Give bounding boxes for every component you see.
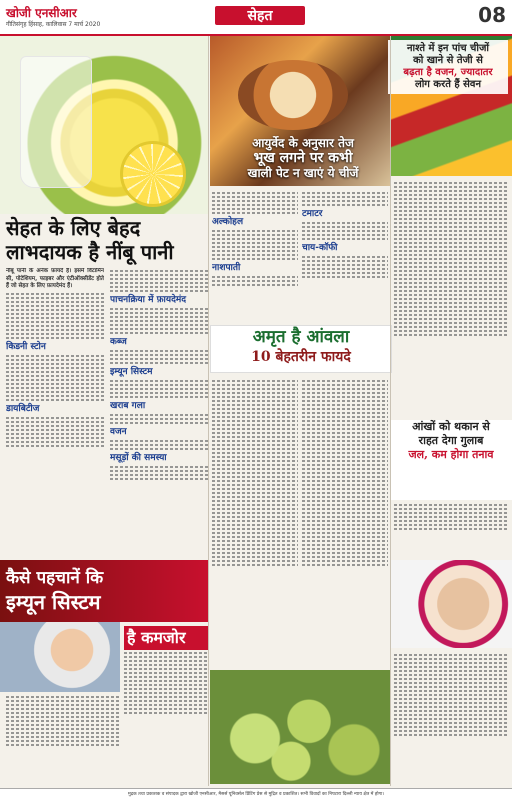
text-lines — [212, 192, 298, 214]
sub-heading: वजन — [110, 427, 127, 437]
text-lines — [302, 192, 388, 206]
ayurveda-headline — [218, 136, 388, 181]
page-number: 08 — [478, 3, 506, 27]
newspaper-brand: खोजी एनसीआर — [6, 6, 77, 20]
lemon-headline — [6, 216, 206, 264]
text-lines — [110, 308, 208, 334]
text-lines — [6, 293, 104, 339]
rosewater-intro — [394, 502, 508, 556]
text-lines — [110, 270, 208, 292]
vegetables-headline-line-2: को खाने से तेजी से — [413, 55, 483, 66]
sub-heading: खराब गला — [110, 401, 146, 411]
immune-headline-band — [0, 560, 208, 622]
sub-heading: चाय-कॉफी — [302, 243, 338, 253]
column-divider — [390, 36, 391, 786]
amla-article-col-2 — [302, 378, 388, 666]
sub-heading: टमाटर — [302, 209, 323, 219]
lemon-article-col-2 — [110, 268, 208, 558]
ayurveda-headline-line-3: खाली पेट न खाएं ये चीजें — [247, 166, 359, 180]
text-lines — [212, 230, 298, 260]
text-lines — [394, 504, 508, 530]
text-lines — [6, 355, 104, 401]
section-title: सेहत — [215, 6, 305, 25]
sub-heading: अल्कोहल — [212, 217, 244, 227]
ayurveda-headline-line-1: आयुर्वेद के अनुसार तेज — [252, 136, 354, 150]
immune-article-col-2 — [6, 694, 120, 784]
column-divider — [208, 36, 209, 786]
text-lines — [6, 696, 120, 746]
sub-heading: किडनी स्टोन — [6, 341, 46, 352]
text-lines — [394, 654, 508, 736]
text-lines — [212, 380, 298, 566]
glass-image — [20, 56, 92, 188]
text-lines — [302, 380, 388, 566]
ayurveda-article-col-2 — [302, 190, 388, 320]
rosewater-photo — [390, 560, 512, 648]
ayurveda-headline-line-2: भूख लगने पर कभी — [253, 150, 353, 166]
lemon-headline-line-2: लाभदायक है नींबू पानी — [6, 240, 174, 264]
text-lines — [124, 652, 208, 714]
sneeze-photo — [0, 622, 120, 692]
sub-heading: कब्ज — [110, 337, 127, 347]
plate-image — [238, 60, 348, 130]
amla-photo — [210, 670, 390, 784]
rosewater-headline — [390, 420, 512, 500]
text-lines — [302, 256, 388, 278]
text-lines — [110, 440, 208, 450]
rosewater-article — [394, 652, 508, 784]
text-lines — [6, 417, 104, 447]
vegetables-headline — [388, 40, 508, 94]
amla-headline — [210, 325, 392, 373]
text-lines — [212, 276, 298, 286]
text-lines — [302, 222, 388, 240]
lemon-headline-line-1: सेहत के लिए बेहद — [6, 216, 141, 240]
lemon-slice-image — [120, 141, 186, 207]
sub-heading: इम्यून सिस्टम — [110, 367, 153, 377]
sub-heading: नाशपाती — [212, 263, 241, 273]
rosewater-headline-line-1: आंखों को थकान से — [412, 420, 490, 433]
amla-article-col-1 — [212, 378, 298, 666]
ayurveda-article-col-1 — [212, 190, 298, 320]
sub-heading: पाचनक्रिया में फ़ायदेमंद — [110, 295, 187, 305]
immune-headline-line-3: है कमजोर — [124, 626, 208, 650]
rosewater-headline-line-2: राहत देगा गुलाब — [418, 434, 484, 447]
vegetables-article — [394, 180, 508, 416]
imprint-footer: मुद्रक तथा प्रकाशक व संपादक द्वारा खोजी एनसीआर, मैसर्स यूनिवर्सल प्रिंटिंग प्रेस से मुद्रित व प्रकाशित। सभी विवादों का निपटारा दिल्ली न्याय क्षेत्र में होगा। — [0, 788, 512, 801]
amla-headline-line-1: अमृत है आंवला — [252, 327, 350, 347]
lemon-water-photo — [0, 36, 208, 214]
immune-headline-line-2: इम्यून सिस्टम — [6, 590, 101, 614]
text-lines — [394, 182, 508, 336]
rosewater-headline-line-3: जल, कम होगा तनाव — [408, 448, 494, 461]
text-lines — [110, 466, 208, 480]
vegetables-headline-line-4: लोग करते हैं सेवन — [414, 79, 482, 90]
sub-heading: डायबिटीज — [6, 403, 40, 414]
immune-headline — [6, 566, 103, 614]
amla-headline-line-2: 10 बेहतरीन फायदे — [251, 349, 351, 365]
sub-heading: मसूड़ों की समस्या — [110, 453, 167, 463]
text-lines — [110, 380, 208, 398]
text-lines — [110, 414, 208, 424]
vegetables-headline-line-1: नाश्ते में इन पांच चीजों — [406, 43, 490, 54]
immune-article-col-1 — [124, 626, 208, 784]
issue-meta: गीतिसंगृह हिंसाह, कालिवास 7 मार्च 2020 — [6, 21, 101, 28]
lemon-article-col-1 — [6, 268, 104, 558]
immune-headline-line-1: कैसे पहचानें कि — [6, 568, 104, 588]
vegetables-headline-line-3: बढ़ता है वजन, ज्यादातर — [403, 67, 493, 78]
text-lines — [110, 350, 208, 364]
masthead — [0, 0, 512, 36]
lemon-intro: नींबू पानी के अनेक फ़ायदे हैं। इसमें विटामिन सी, पोटेशियम, फाइबर और एंटीऑक्सीडेंट होते हैं जो सेहत के लिए फ़ायदेमंद हैं। — [6, 268, 104, 289]
